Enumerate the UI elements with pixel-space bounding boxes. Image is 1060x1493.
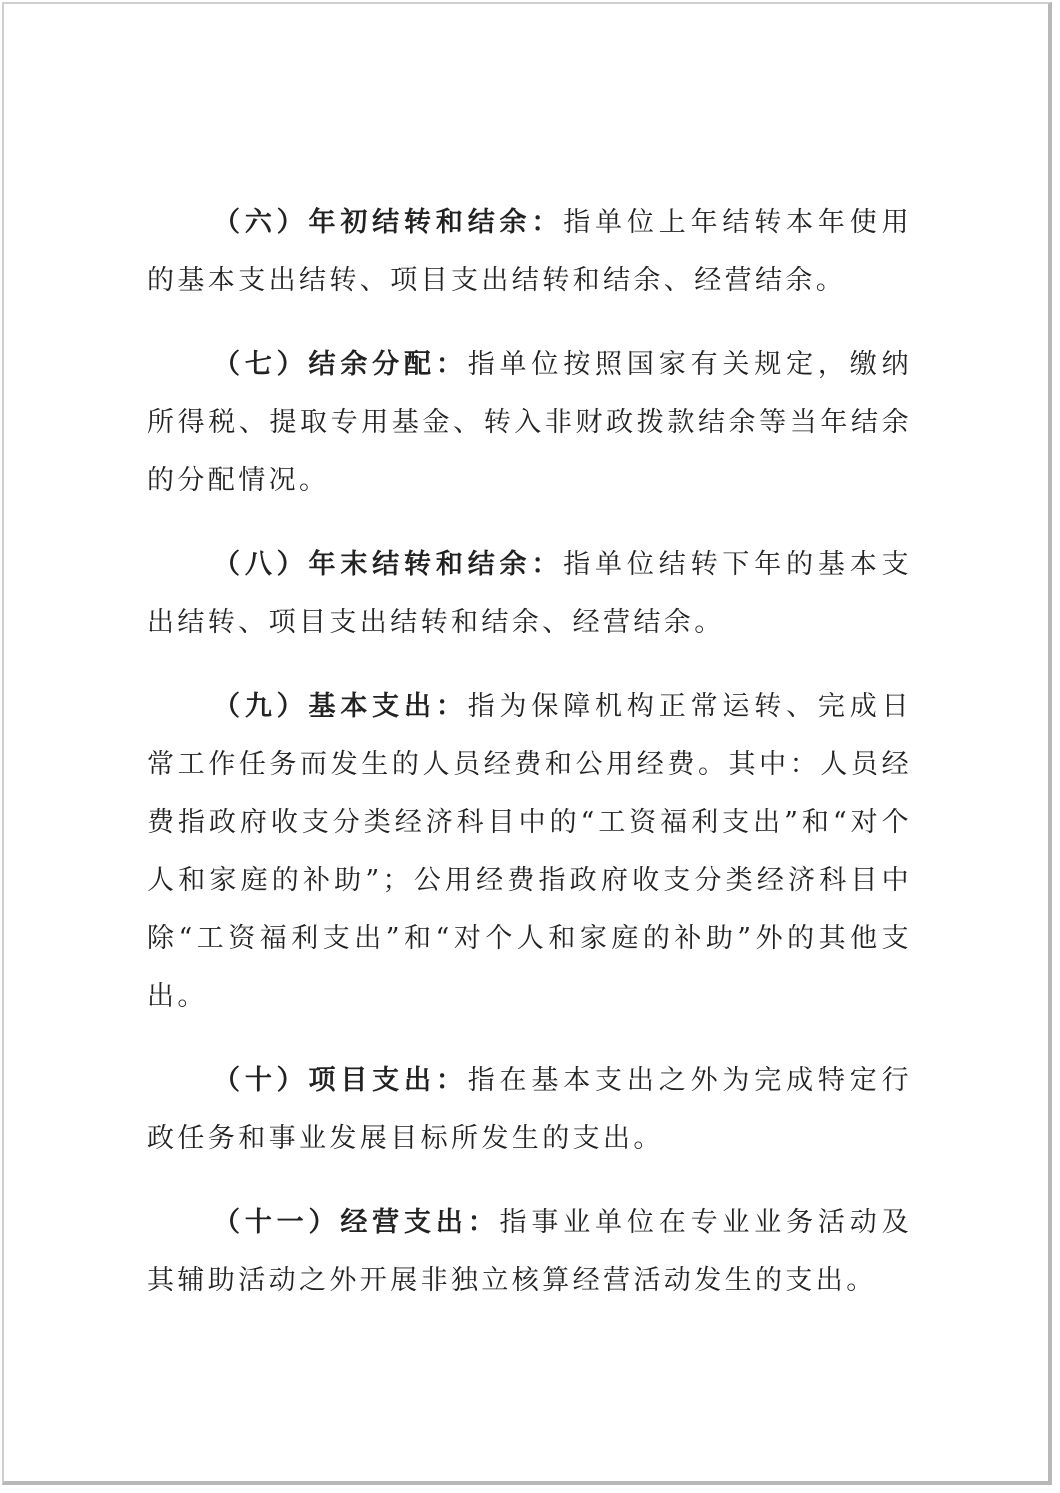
term-heading: （十）项目支出： (213, 1065, 468, 1096)
term-heading: （八）年末结转和结余： (213, 549, 564, 580)
term-heading: （十一）经营支出： (213, 1207, 500, 1238)
term-heading: （六）年初结转和结余： (213, 207, 564, 238)
term-definition: 指单位按照国家有关规定，缴纳所得税、提取专用基金、转入非财政拨款结余等当年结余的分配情况。 (147, 349, 912, 496)
page-content (147, 194, 912, 1336)
paragraph-6 (147, 194, 912, 310)
paragraph-11 (147, 1194, 912, 1310)
document-page (2, 2, 1052, 1485)
term-heading: （七）结余分配： (213, 349, 468, 380)
term-definition: 指单位上年结转本年使用的基本支出结转、项目支出结转和结余、经营结余。 (147, 207, 912, 296)
term-definition: 指为保障机构正常运转、完成日常工作任务而发生的人员经费和公用经费。其中：人员经费指政府收支分类经济科目中的“工资福利支出”和“对个人和家庭的补助”；公用经费指政府收支分类经济科目中除“工资福利支出”和“对个人和家庭的补助”外的其他支出。 (147, 691, 912, 1012)
paragraph-8 (147, 536, 912, 652)
term-definition: 指在基本支出之外为完成特定行政任务和事业发展目标所发生的支出。 (147, 1065, 912, 1154)
term-definition: 指单位结转下年的基本支出结转、项目支出结转和结余、经营结余。 (147, 549, 912, 638)
paragraph-7 (147, 336, 912, 510)
paragraph-9 (147, 678, 912, 1026)
paragraph-10 (147, 1052, 912, 1168)
term-definition: 指事业单位在专业业务活动及其辅助活动之外开展非独立核算经营活动发生的支出。 (147, 1207, 912, 1296)
term-heading: （九）基本支出： (213, 691, 468, 722)
